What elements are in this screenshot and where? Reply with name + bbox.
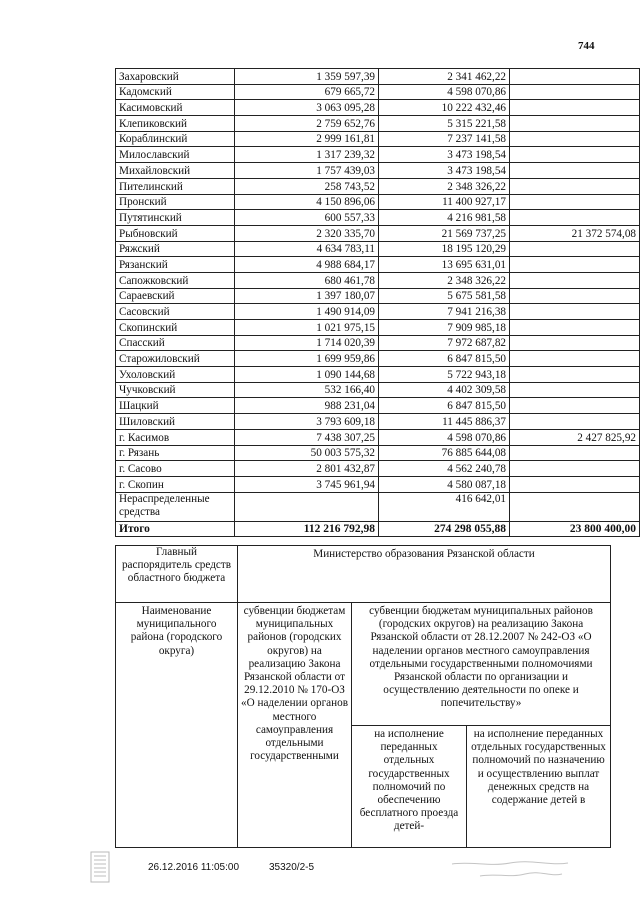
amount-col2: 4 598 070,86 [379,84,510,100]
district-name: Сараевский [116,288,235,304]
unallocated-row [116,492,640,521]
amount-col2: 2 348 326,22 [379,272,510,288]
table-row [116,84,640,100]
table-row [116,398,640,414]
barcode-stamp-icon [88,850,112,884]
district-name: Пронский [116,194,235,210]
amount-col2: 416 642,01 [379,492,510,521]
amount-col2: 2 348 326,22 [379,178,510,194]
municipality-header-row [116,603,611,726]
amount-col2: 11 445 886,37 [379,414,510,430]
district-name: Спасский [116,335,235,351]
amount-col2: 10 222 432,46 [379,100,510,116]
amount-col3 [510,382,640,398]
district-name: Ухоловский [116,367,235,383]
amount-col1: 4 634 783,11 [235,241,379,257]
table-row [116,304,640,320]
footer-datetime: 26.12.2016 11:05:00 [148,862,240,873]
amount-col2: 4 402 309,58 [379,382,510,398]
subvention-2010-header: субвенции бюджетам муниципальных районов (городских округов) на реализацию Закона Рязанской области от 29.12.2010 № 170-ОЗ «О наделении органов местного самоуправления отдельными государственными [238,603,352,848]
page-number: 744 [578,40,595,52]
amount-col2: 76 885 644,08 [379,445,510,461]
table-row [116,429,640,445]
amount-col3 [510,257,640,273]
amount-col1 [235,492,379,521]
amount-col1: 1 359 597,39 [235,69,379,85]
amount-col3: 21 372 574,08 [510,225,640,241]
amount-col3 [510,210,640,226]
unallocated-label-line2: средства [119,505,161,518]
amount-col2: 21 569 737,25 [379,225,510,241]
table-row [116,147,640,163]
amount-col2: 7 941 216,38 [379,304,510,320]
amount-col1: 988 231,04 [235,398,379,414]
table-row [116,382,640,398]
amount-col2: 4 580 087,18 [379,476,510,492]
district-name: Шиловский [116,414,235,430]
table-row [116,241,640,257]
district-name: Касимовский [116,100,235,116]
table-row [116,178,640,194]
amount-col3 [510,69,640,85]
amount-col3 [510,367,640,383]
table-row [116,288,640,304]
amount-col3 [510,147,640,163]
amount-col1: 1 490 914,09 [235,304,379,320]
table-row [116,445,640,461]
table-row [116,225,640,241]
amount-col1: 1 397 180,07 [235,288,379,304]
amount-col3: 2 427 825,92 [510,429,640,445]
table-row [116,461,640,477]
table-row [116,210,640,226]
table-row [116,163,640,179]
table-row [116,335,640,351]
amount-col1: 1 021 975,15 [235,320,379,336]
unallocated-label [116,492,235,521]
table-row [116,320,640,336]
amount-col2: 2 341 462,22 [379,69,510,85]
payments-header: на исполнение переданных отдельных государственных полномочий по назначению и осуществлению выплат денежных средств на содержание детей в [467,726,611,848]
amount-col1: 3 793 609,18 [235,414,379,430]
table-row [116,69,640,85]
subvention-header-table [115,545,611,848]
faint-stamp-icon [450,858,570,882]
table-row [116,116,640,132]
district-name: г. Сасово [116,461,235,477]
amount-col2: 11 400 927,17 [379,194,510,210]
amount-col2: 7 972 687,82 [379,335,510,351]
amount-col2: 7 237 141,58 [379,131,510,147]
amount-col2: 5 675 581,58 [379,288,510,304]
amount-col1: 2 759 652,76 [235,116,379,132]
footer-doc-code: 35320/2-5 [269,862,315,873]
amount-col3 [510,272,640,288]
amount-col2: 4 216 981,58 [379,210,510,226]
amount-col1: 680 461,78 [235,272,379,288]
amount-col3 [510,178,640,194]
amount-col3 [510,320,640,336]
district-name: Путятинский [116,210,235,226]
district-name: Клепиковский [116,116,235,132]
amount-col2: 3 473 198,54 [379,163,510,179]
amount-col3 [510,445,640,461]
table-row [116,131,640,147]
table-row [116,100,640,116]
table-row [116,367,640,383]
amount-col2: 3 473 198,54 [379,147,510,163]
amount-col1: 258 743,52 [235,178,379,194]
table-row [116,257,640,273]
amount-col3 [510,398,640,414]
amount-col1: 50 003 575,32 [235,445,379,461]
funding-table [115,68,640,537]
district-name: Рыбновский [116,225,235,241]
district-name: Михайловский [116,163,235,179]
amount-col1: 2 801 432,87 [235,461,379,477]
district-name: Рязанский [116,257,235,273]
district-name: Скопинский [116,320,235,336]
amount-col1: 679 665,72 [235,84,379,100]
table-row [116,414,640,430]
admin-row [116,546,611,603]
amount-col1: 600 557,33 [235,210,379,226]
total-label: Итого [116,521,235,537]
total-col1: 112 216 792,98 [235,521,379,537]
amount-col2: 4 598 070,86 [379,429,510,445]
amount-col1: 7 438 307,25 [235,429,379,445]
amount-col3 [510,492,640,521]
district-name: Захаровский [116,69,235,85]
amount-col1: 4 150 896,06 [235,194,379,210]
amount-col3 [510,304,640,320]
district-name: Кадомский [116,84,235,100]
amount-col3 [510,335,640,351]
total-col3: 23 800 400,00 [510,521,640,537]
district-name: Кораблинский [116,131,235,147]
subvention-2007-header: субвенции бюджетам муниципальных районов (городских округов) на реализацию Закона Рязанской области от 28.12.2007 № 242-ОЗ «О наделении органов местного самоуправления отдельными государственными полномочиями Рязанской области по организации и осуществлению деятельности по опеке и попечительству» [352,603,611,726]
amount-col2: 6 847 815,50 [379,398,510,414]
district-name: Сапожковский [116,272,235,288]
funding-table-body [116,69,640,537]
district-name: Пителинский [116,178,235,194]
amount-col3 [510,84,640,100]
table-row [116,476,640,492]
amount-col2: 5 722 943,18 [379,367,510,383]
district-name: Ряжский [116,241,235,257]
amount-col3 [510,414,640,430]
total-row [116,521,640,537]
amount-col2: 13 695 631,01 [379,257,510,273]
amount-col2: 6 847 815,50 [379,351,510,367]
district-name: Шацкий [116,398,235,414]
municipality-label: Наименование муниципального района (городского округа) [116,603,238,848]
amount-col2: 4 562 240,78 [379,461,510,477]
district-name: г. Скопин [116,476,235,492]
district-name: г. Рязань [116,445,235,461]
district-name: г. Касимов [116,429,235,445]
amount-col1: 3 063 095,28 [235,100,379,116]
amount-col1: 1 699 959,86 [235,351,379,367]
amount-col3 [510,194,640,210]
amount-col3 [510,476,640,492]
total-col2: 274 298 055,88 [379,521,510,537]
amount-col1: 1 317 239,32 [235,147,379,163]
amount-col1: 4 988 684,17 [235,257,379,273]
admin-label: Главный распорядитель средств областного бюджета [116,546,238,603]
amount-col1: 1 090 144,68 [235,367,379,383]
amount-col3 [510,461,640,477]
amount-col2: 7 909 985,18 [379,320,510,336]
amount-col3 [510,288,640,304]
amount-col1: 2 999 161,81 [235,131,379,147]
free-travel-header: на исполнение переданных отдельных государственных полномочий по обеспечению бесплатного проезда детей- [352,726,467,848]
amount-col2: 5 315 221,58 [379,116,510,132]
district-name: Сасовский [116,304,235,320]
amount-col1: 3 745 961,94 [235,476,379,492]
amount-col2: 18 195 120,29 [379,241,510,257]
table-row [116,272,640,288]
amount-col3 [510,241,640,257]
amount-col3 [510,351,640,367]
amount-col3 [510,163,640,179]
amount-col3 [510,100,640,116]
district-name: Старожиловский [116,351,235,367]
amount-col1: 2 320 335,70 [235,225,379,241]
amount-col3 [510,131,640,147]
table-row [116,351,640,367]
amount-col1: 1 757 439,03 [235,163,379,179]
amount-col1: 532 166,40 [235,382,379,398]
unallocated-label-line1: Нераспределенные [119,492,210,505]
amount-col1: 1 714 020,39 [235,335,379,351]
amount-col3 [510,116,640,132]
table-row [116,194,640,210]
district-name: Милославский [116,147,235,163]
admin-value: Министерство образования Рязанской области [238,546,611,603]
district-name: Чучковский [116,382,235,398]
